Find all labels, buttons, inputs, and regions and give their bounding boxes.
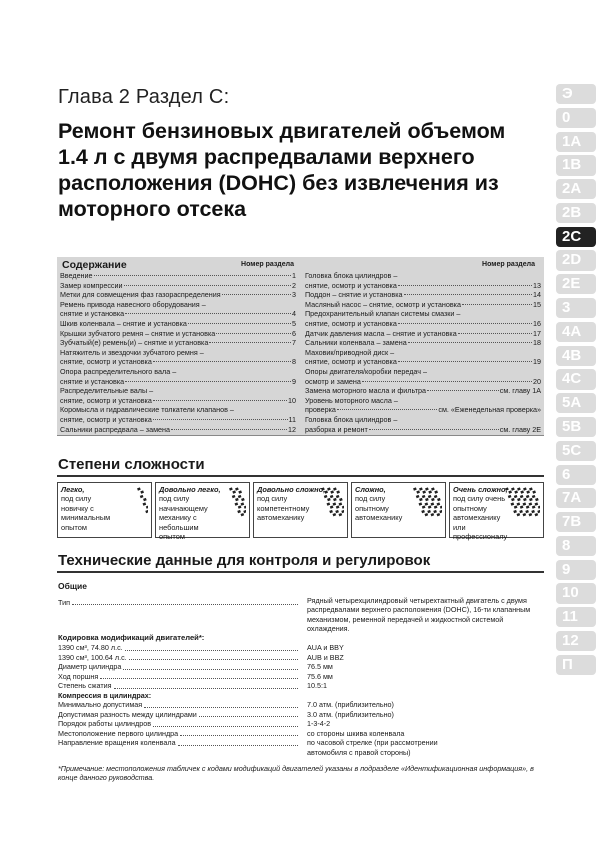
toc-dot-leader — [404, 294, 532, 295]
toc-entry-text: Сальники коленвала – замена — [305, 338, 407, 348]
toc-entry — [305, 377, 541, 387]
toc-entry — [305, 281, 541, 291]
chapter-tab[interactable]: 1В — [556, 155, 596, 175]
difficulty-levels — [57, 482, 544, 542]
toc-entry — [305, 415, 541, 425]
spec-row — [58, 738, 544, 748]
toc-entry-number: см. главу 1А — [499, 386, 541, 396]
toc-dot-leader — [209, 342, 291, 343]
toc-dot-leader — [398, 285, 532, 286]
spec-row — [58, 710, 544, 720]
spec-value: со стороны шкива коленвала — [307, 728, 405, 738]
toc-entry — [60, 319, 296, 329]
type-value: Рядный четырехцилиндровый четырехтактный двигатель с двумя распредвалами верхнего расположения (DOHC), 16-ти клапанным механизмом, ременной передачей и жидкостной системой охлаждения. — [307, 596, 531, 633]
spec-label — [58, 700, 300, 710]
chapter-tab[interactable]: П — [556, 655, 596, 675]
toc-entry-number: 5 — [292, 318, 296, 328]
contents-list — [60, 271, 296, 434]
chapter-tabs — [556, 84, 596, 679]
toc-entry — [305, 290, 541, 300]
chapter-tab[interactable]: 1А — [556, 132, 596, 152]
toc-entry-text: снятие, осмотр и установка — [60, 414, 152, 424]
chapter-tab[interactable]: 11 — [556, 607, 596, 627]
toc-entry-text: Поддон – снятие и установка — [305, 290, 403, 300]
spec-row — [58, 748, 544, 758]
toc-entry-text: снятие, осмотр и установка — [305, 318, 397, 328]
toc-entry-text: снятие, осмотр и установка — [60, 357, 152, 367]
toc-entry-number: 17 — [533, 328, 541, 338]
toc-entry — [305, 386, 541, 396]
chapter-tab[interactable]: 5С — [556, 441, 596, 461]
toc-entry-text: Ремень привода навесного оборудования – — [60, 299, 206, 309]
toc-dot-leader — [458, 333, 532, 334]
toc-dot-leader — [398, 323, 532, 324]
contents-list — [305, 271, 541, 434]
spec-row — [58, 681, 544, 691]
toc-dot-leader — [125, 313, 291, 314]
toc-entry — [60, 329, 296, 339]
spec-label — [58, 653, 300, 663]
difficulty-level — [253, 482, 348, 538]
difficulty-description: под силу компетентному автомеханику — [257, 494, 310, 523]
toc-entry-text: снятие, осмотр и установка — [305, 357, 397, 367]
toc-entry — [60, 405, 296, 415]
toc-entry — [305, 348, 541, 358]
toc-entry-text: Масляный насос – снятие, осмотр и установка — [305, 299, 461, 309]
toc-entry-text: Сальники распредвала – замена — [60, 424, 170, 434]
toc-entry-text: Опоры двигателя/коробки передач – — [305, 366, 428, 376]
contents-box — [57, 257, 544, 436]
toc-dot-leader — [362, 381, 532, 382]
spec-label-text: 1390 см³, 74.80 л.с. — [58, 643, 123, 652]
chapter-tab[interactable]: 5А — [556, 393, 596, 413]
type-label-text: Тип — [58, 598, 70, 607]
spec-label — [58, 662, 300, 672]
difficulty-text — [257, 485, 344, 523]
toc-entry-number: 18 — [533, 338, 541, 348]
toc-entry — [305, 271, 541, 281]
spec-dot-leader — [125, 643, 298, 651]
chapter-tab[interactable]: 2Е — [556, 274, 596, 294]
spec-value: AUB и BBZ — [307, 652, 344, 662]
spec-dot-leader — [153, 691, 298, 699]
spec-row — [58, 653, 544, 663]
toc-entry-text: Головка блока цилиндров – — [305, 414, 398, 424]
toc-dot-leader — [398, 361, 532, 362]
toc-entry-number: см. «Еженедельная проверка» — [438, 405, 541, 415]
toc-entry — [60, 377, 296, 387]
spec-label — [58, 672, 300, 682]
difficulty-description: под силу очень опытному автомеханику или профессионалу — [453, 494, 508, 542]
spec-label — [58, 691, 300, 701]
toc-entry-number: 16 — [533, 318, 541, 328]
chapter-tab[interactable]: 3 — [556, 298, 596, 318]
difficulty-level — [155, 482, 250, 542]
chapter-tab[interactable]: 4В — [556, 346, 596, 366]
toc-dot-leader — [94, 275, 291, 276]
divider — [57, 571, 544, 573]
spec-value: 75.6 мм — [307, 671, 333, 681]
spec-row — [58, 700, 544, 710]
toc-entry-number: 7 — [292, 338, 296, 348]
spec-dot-leader — [129, 653, 298, 661]
spec-label-text: 1390 см³, 100.64 л.с. — [58, 652, 127, 662]
spec-dot-leader — [144, 700, 298, 708]
toc-entry — [60, 396, 296, 406]
spec-label-text: Допустимая разность между цилиндрами — [58, 709, 197, 719]
spec-label-text: Диаметр цилиндра — [58, 662, 122, 671]
toc-entry-text: проверка — [305, 405, 336, 415]
toc-dot-leader — [125, 381, 291, 382]
toc-entry-text: Замер компрессии — [60, 280, 123, 290]
toc-entry-number: см. главу 2Е — [499, 424, 541, 434]
toc-entry-text: снятие и установка — [60, 309, 125, 319]
chapter-tab[interactable]: 5В — [556, 417, 596, 437]
toc-entry-text: Коромысла и гидравлические толкатели клапанов – — [60, 405, 234, 415]
difficulty-text — [453, 485, 540, 541]
spec-dot-leader — [199, 710, 298, 718]
difficulty-text — [61, 485, 148, 532]
toc-entry-number: 14 — [533, 290, 541, 300]
section-number-header: Номер раздела — [482, 261, 535, 268]
chapter-tab[interactable]: 4С — [556, 369, 596, 389]
toc-dot-leader — [222, 294, 291, 295]
difficulty-level — [449, 482, 544, 542]
divider — [57, 475, 544, 477]
toc-entry-number: 13 — [533, 280, 541, 290]
tech-data-heading: Технические данные для контроля и регулировок — [58, 552, 431, 569]
chapter-tab[interactable]: 2В — [556, 203, 596, 223]
toc-entry — [305, 329, 541, 339]
toc-entry — [305, 319, 541, 329]
toc-dot-leader — [462, 304, 532, 305]
engine-codes-subheading: Кодировка модификаций двигателей*: — [58, 633, 205, 642]
spec-value: 76.5 мм — [307, 662, 333, 671]
difficulty-text — [355, 485, 442, 523]
toc-entry-text: снятие и установка — [60, 376, 125, 386]
toc-entry — [305, 367, 541, 377]
toc-entry-text: Шкив коленвала – снятие и установка — [60, 318, 187, 328]
contents-left-column — [60, 257, 296, 434]
toc-entry — [305, 300, 541, 310]
toc-entry — [60, 386, 296, 396]
toc-entry — [305, 338, 541, 348]
chapter-tab[interactable]: 4А — [556, 322, 596, 342]
chapter-tab[interactable]: 12 — [556, 631, 596, 651]
toc-entry-text: Распределительные валы – — [60, 386, 154, 396]
spec-row — [58, 672, 544, 682]
toc-entry-number: 1 — [292, 271, 296, 280]
toc-entry-text: снятие, осмотр и установка — [305, 280, 397, 290]
difficulty-heading: Степени сложности — [58, 456, 205, 473]
contents-title: Содержание — [62, 259, 127, 271]
toc-entry-number: 6 — [292, 328, 296, 338]
difficulty-description: под силу новичку с минимальным опытом — [61, 494, 111, 532]
toc-entry — [60, 357, 296, 367]
toc-entry — [60, 415, 296, 425]
difficulty-text — [159, 485, 246, 541]
toc-dot-leader — [188, 323, 291, 324]
toc-entry-text: Метки для совмещения фаз газораспределения — [60, 290, 221, 300]
spec-dot-leader — [114, 681, 298, 689]
toc-entry-number: 11 — [288, 414, 296, 424]
spec-value: по часовой стрелке (при рассмотрении — [307, 738, 438, 747]
difficulty-description: под силу опытному автомеханику — [355, 494, 403, 523]
toc-dot-leader — [153, 419, 288, 420]
toc-entry — [60, 271, 296, 281]
toc-dot-leader — [337, 409, 437, 410]
spec-label-text: Компрессия в цилиндрах: — [58, 690, 152, 700]
toc-entry-text: Натяжитель и звездочки зубчатого ремня – — [60, 347, 204, 357]
toc-dot-leader — [124, 285, 291, 286]
contents-right-column — [305, 257, 541, 434]
chapter-tab[interactable]: 8 — [556, 536, 596, 556]
toc-entry — [60, 290, 296, 300]
toc-entry — [60, 309, 296, 319]
toc-entry — [305, 309, 541, 319]
general-subheading: Общие — [58, 581, 87, 591]
toc-entry-text: Опора распределительного вала – — [60, 366, 177, 376]
chapter-tab[interactable]: 2D — [556, 250, 596, 270]
chapter-tab[interactable]: Э — [556, 84, 596, 104]
spec-label — [58, 681, 300, 691]
spec-value: 1-3-4-2 — [307, 719, 331, 728]
toc-entry-number: 19 — [533, 357, 541, 367]
chapter-tab[interactable]: 6 — [556, 465, 596, 485]
toc-dot-leader — [153, 400, 287, 401]
spec-label-text: Местоположение первого цилиндра — [58, 728, 179, 738]
toc-entry-number: 20 — [533, 376, 541, 386]
toc-entry — [60, 348, 296, 358]
toc-entry — [60, 281, 296, 291]
toc-dot-leader — [171, 429, 287, 430]
chapter-tab[interactable]: 0 — [556, 108, 596, 128]
spec-label-text: Направление вращения коленвала — [58, 738, 176, 747]
difficulty-name: Очень сложно, — [453, 485, 508, 494]
toc-entry-number: 10 — [288, 395, 296, 405]
toc-entry-text: Предохранительный клапан системы смазки – — [305, 309, 461, 319]
toc-entry-text: Замена моторного масла и фильтра — [305, 386, 426, 396]
difficulty-description: под силу начинающему механику с небольшим опытом — [159, 494, 208, 542]
difficulty-name: Легко, — [61, 485, 85, 494]
spec-row — [58, 719, 544, 729]
toc-entry — [60, 338, 296, 348]
page-title: Ремонт бензиновых двигателей объемом 1.4 л с двумя распредвалами верхнего расположения (DOHC) без извлечения из моторного отсека — [58, 119, 506, 221]
difficulty-name: Довольно легко, — [159, 485, 221, 494]
spec-value: 7.0 атм. (приблизительно) — [307, 700, 394, 709]
toc-entry-text: Уровень моторного масла – — [305, 395, 398, 405]
toc-entry — [305, 396, 541, 406]
toc-entry-number: 15 — [533, 299, 541, 309]
chapter-tab[interactable]: 10 — [556, 583, 596, 603]
toc-entry — [305, 425, 541, 435]
spec-dot-leader — [178, 738, 298, 746]
spec-value — [300, 691, 307, 701]
toc-entry-text: Головка блока цилиндров – — [305, 271, 398, 280]
toc-entry-text: снятие, осмотр и установка — [60, 395, 152, 405]
difficulty-level — [351, 482, 446, 538]
spec-row — [58, 662, 544, 672]
type-label — [58, 598, 300, 607]
spec-dot-leader — [180, 729, 298, 737]
chapter-tab[interactable]: 2А — [556, 179, 596, 199]
difficulty-level — [57, 482, 152, 538]
toc-dot-leader — [153, 361, 291, 362]
spec-dot-leader — [123, 662, 298, 670]
toc-entry-text: Датчик давления масла – снятие и установка — [305, 328, 457, 338]
toc-dot-leader — [369, 429, 499, 430]
spec-row — [58, 729, 544, 739]
toc-entry-text: Зубчатый(е) ремень(и) – снятие и установка — [60, 338, 209, 348]
chapter-tab[interactable]: 7В — [556, 512, 596, 532]
spec-value: автомобиля с правой стороны) — [307, 747, 411, 757]
toc-entry-text: Крышки зубчатого ремня – снятие и установка — [60, 328, 216, 338]
toc-entry-text: осмотр и замена — [305, 376, 361, 386]
chapter-tab[interactable]: 7А — [556, 488, 596, 508]
spec-dot-leader — [153, 719, 298, 727]
spec-value: 3.0 атм. (приблизительно) — [307, 709, 394, 719]
spec-row — [58, 643, 544, 653]
toc-entry-text: Введение — [60, 271, 93, 280]
toc-entry-number: 3 — [292, 290, 296, 300]
toc-entry-text: разборка и ремонт — [305, 424, 368, 434]
spec-label — [58, 719, 300, 729]
toc-entry — [60, 425, 296, 435]
spec-value: 10.5:1 — [307, 681, 327, 690]
toc-entry-number: 12 — [288, 424, 296, 434]
chapter-tab[interactable]: 2С — [556, 227, 596, 247]
spec-label — [58, 643, 300, 653]
spec-label — [58, 738, 300, 748]
spec-value: AUA и BBY — [307, 643, 344, 652]
spec-label — [58, 729, 300, 739]
toc-entry-number: 8 — [292, 357, 296, 367]
spec-label — [58, 748, 300, 758]
difficulty-name: Довольно сложно, — [257, 485, 326, 494]
toc-entry-number: 9 — [292, 376, 296, 386]
chapter-label: Глава 2 Раздел С: — [58, 86, 230, 108]
toc-entry — [60, 300, 296, 310]
toc-dot-leader — [427, 390, 499, 391]
spec-label-text: Порядок работы цилиндров — [58, 719, 152, 728]
spec-label-text: Минимально допустимая — [58, 700, 143, 709]
difficulty-name: Сложно, — [355, 485, 386, 494]
section-number-header: Номер раздела — [241, 261, 294, 268]
toc-entry-number: 4 — [292, 309, 296, 319]
toc-entry-number: 2 — [292, 280, 296, 290]
spec-dot-leader — [100, 672, 298, 680]
spec-table — [58, 643, 544, 757]
spec-label-text: Степень сжатия — [58, 681, 112, 690]
toc-entry — [305, 357, 541, 367]
toc-entry — [60, 367, 296, 377]
chapter-tab[interactable]: 9 — [556, 560, 596, 580]
footnote: *Примечание: местоположения табличек с кодами модификаций двигателей указаны в подразделе «Идентификационная информация», в конце данного руководства. — [58, 764, 534, 783]
spec-row — [58, 691, 544, 701]
toc-dot-leader — [408, 342, 532, 343]
toc-dot-leader — [216, 333, 291, 334]
spec-label-text: Ход поршня — [58, 671, 99, 681]
toc-entry-text: Маховик/приводной диск – — [305, 347, 395, 357]
spec-dot-leader — [60, 748, 298, 756]
toc-entry — [305, 405, 541, 415]
spec-label — [58, 710, 300, 720]
